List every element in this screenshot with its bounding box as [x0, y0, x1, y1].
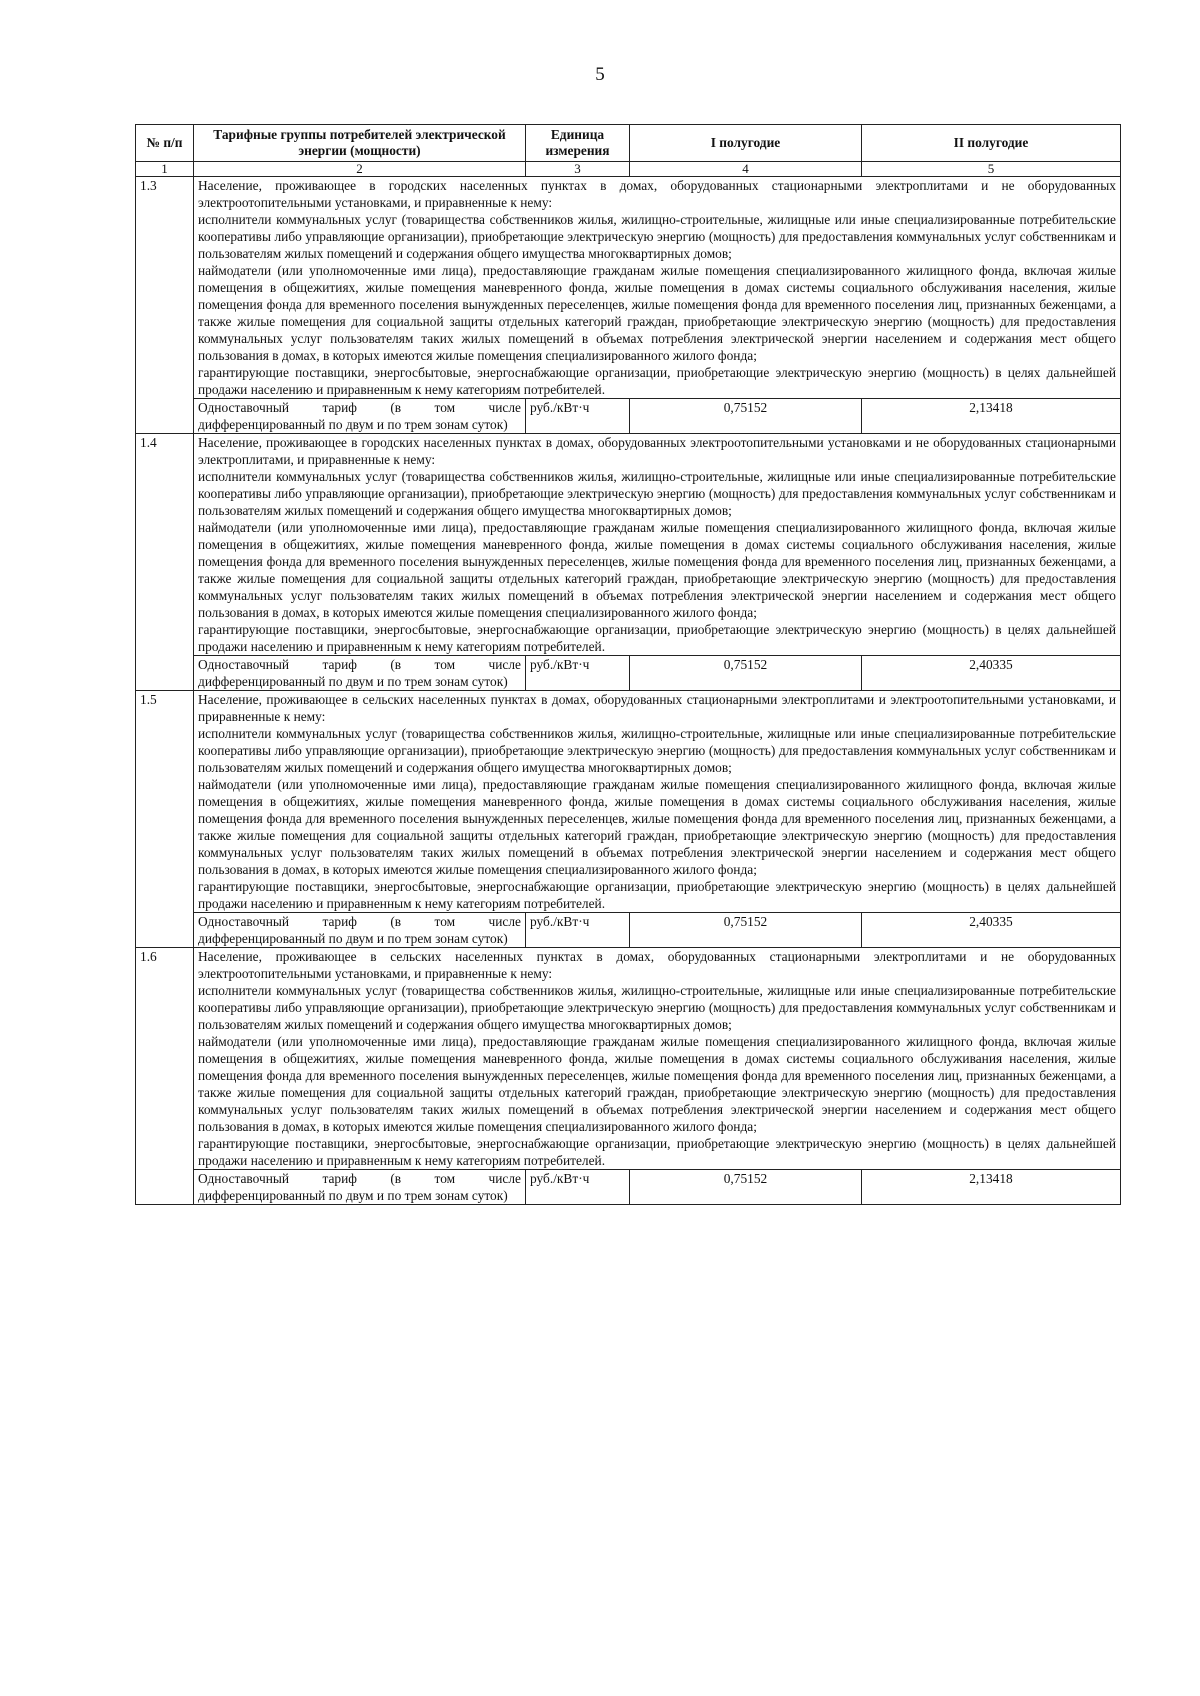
- group-lead: Население, проживающее в городских населенных пунктах в домах, оборудованных электроотопительными установками и не оборудованных стационарными электроплитами, и приравненные к нему:: [198, 435, 1116, 467]
- column-number: 2: [194, 162, 526, 177]
- tariff-row: [136, 1170, 1121, 1205]
- tariff-row: [136, 399, 1121, 434]
- tariff-unit: руб./кВт·ч: [526, 1170, 630, 1205]
- tariff-second-half: 2,40335: [862, 913, 1121, 948]
- tariff-name: Одноставочный тариф (в том числе дифференцированный по двум и по трем зонам суток): [194, 1170, 526, 1205]
- row-number: 1.5: [136, 691, 194, 948]
- tariff-name: Одноставочный тариф (в том числе дифференцированный по двум и по трем зонам суток): [194, 913, 526, 948]
- tariff-first-half: 0,75152: [630, 913, 862, 948]
- table-row: [136, 434, 1121, 656]
- header-group: Тарифные группы потребителей электрической энергии (мощности): [194, 125, 526, 162]
- table-row: [136, 948, 1121, 1170]
- tariff-second-half: 2,40335: [862, 656, 1121, 691]
- group-clause: наймодатели (или уполномоченные ими лица), предоставляющие гражданам жилые помещения специализированного жилищного фонда, включая жилые помещения в общежитиях, жилые помещения маневренного фонда, жилые помещения в домах системы социального обслуживания населения, жилые помещения фонда для временного поселения вынужденных переселенцев, жилые помещения фонда для временного поселения лиц, признанных беженцами, а также жилые помещения для социальной защиты отдельных категорий граждан, приобретающие электрическую энергию (мощность) для предоставления коммунальных услуг пользователям таких жилых помещений в объемах потребления электрической энергии населением и содержания мест общего пользования в домах, в которых имеются жилые помещения специализированного жилого фонда;: [198, 263, 1116, 363]
- group-clause: исполнители коммунальных услуг (товарищества собственников жилья, жилищно-строительные, жилищные или иные специализированные потребительские кооперативы либо управляющие организации), приобретающие электрическую энергию (мощность) для предоставления коммунальных услуг собственникам и пользователям жилых помещений и содержания общего имущества многоквартирных домов;: [198, 983, 1116, 1032]
- column-number: 4: [630, 162, 862, 177]
- column-numbers-row: [136, 162, 1121, 177]
- tariff-first-half: 0,75152: [630, 1170, 862, 1205]
- tariff-unit: руб./кВт·ч: [526, 656, 630, 691]
- group-lead: Население, проживающее в городских населенных пунктах в домах, оборудованных стационарными электроплитами и не оборудованных электроотопительными установками, и приравненные к нему:: [198, 178, 1116, 210]
- group-clause: гарантирующие поставщики, энергосбытовые, энергоснабжающие организации, приобретающие электрическую энергию (мощность) в целях дальнейшей продажи населению и приравненным к нему категориям потребителей.: [198, 622, 1116, 654]
- group-clause: исполнители коммунальных услуг (товарищества собственников жилья, жилищно-строительные, жилищные или иные специализированные потребительские кооперативы либо управляющие организации), приобретающие электрическую энергию (мощность) для предоставления коммунальных услуг собственникам и пользователям жилых помещений и содержания общего имущества многоквартирных домов;: [198, 726, 1116, 775]
- row-number: 1.4: [136, 434, 194, 691]
- column-number: 1: [136, 162, 194, 177]
- group-clause: гарантирующие поставщики, энергосбытовые, энергоснабжающие организации, приобретающие электрическую энергию (мощность) в целях дальнейшей продажи населению и приравненным к нему категориям потребителей.: [198, 365, 1116, 397]
- consumer-group-description: [194, 691, 1121, 913]
- consumer-group-description: [194, 177, 1121, 399]
- group-clause: исполнители коммунальных услуг (товарищества собственников жилья, жилищно-строительные, жилищные или иные специализированные потребительские кооперативы либо управляющие организации), приобретающие электрическую энергию (мощность) для предоставления коммунальных услуг собственникам и пользователям жилых помещений и содержания общего имущества многоквартирных домов;: [198, 212, 1116, 261]
- tariff-name: Одноставочный тариф (в том числе дифференцированный по двум и по трем зонам суток): [194, 399, 526, 434]
- tariff-second-half: 2,13418: [862, 1170, 1121, 1205]
- tariff-unit: руб./кВт·ч: [526, 399, 630, 434]
- row-number: 1.6: [136, 948, 194, 1205]
- consumer-group-description: [194, 434, 1121, 656]
- tariff-name: Одноставочный тариф (в том числе дифференцированный по двум и по трем зонам суток): [194, 656, 526, 691]
- tariff-row: [136, 913, 1121, 948]
- row-number: 1.3: [136, 177, 194, 434]
- column-number: 5: [862, 162, 1121, 177]
- table-row: [136, 691, 1121, 913]
- tariff-unit: руб./кВт·ч: [526, 913, 630, 948]
- tariff-first-half: 0,75152: [630, 399, 862, 434]
- header-num: № п/п: [136, 125, 194, 162]
- header-second-half: II полугодие: [862, 125, 1121, 162]
- table-row: [136, 177, 1121, 399]
- tariff-first-half: 0,75152: [630, 656, 862, 691]
- group-clause: исполнители коммунальных услуг (товарищества собственников жилья, жилищно-строительные, жилищные или иные специализированные потребительские кооперативы либо управляющие организации), приобретающие электрическую энергию (мощность) для предоставления коммунальных услуг собственникам и пользователям жилых помещений и содержания общего имущества многоквартирных домов;: [198, 469, 1116, 518]
- header-first-half: I полугодие: [630, 125, 862, 162]
- column-number: 3: [526, 162, 630, 177]
- tariff-table: [135, 124, 1121, 1205]
- group-clause: наймодатели (или уполномоченные ими лица), предоставляющие гражданам жилые помещения специализированного жилищного фонда, включая жилые помещения в общежитиях, жилые помещения маневренного фонда, жилые помещения в домах системы социального обслуживания населения, жилые помещения фонда для временного поселения вынужденных переселенцев, жилые помещения фонда для временного поселения лиц, признанных беженцами, а также жилые помещения для социальной защиты отдельных категорий граждан, приобретающие электрическую энергию (мощность) для предоставления коммунальных услуг пользователям таких жилых помещений в объемах потребления электрической энергии населением и содержания мест общего пользования в домах, в которых имеются жилые помещения специализированного жилого фонда;: [198, 520, 1116, 620]
- group-clause: гарантирующие поставщики, энергосбытовые, энергоснабжающие организации, приобретающие электрическую энергию (мощность) в целях дальнейшей продажи населению и приравненным к нему категориям потребителей.: [198, 1136, 1116, 1168]
- group-lead: Население, проживающее в сельских населенных пунктах в домах, оборудованных стационарными электроплитами и электроотопительными установками, и приравненные к нему:: [198, 692, 1116, 724]
- tariff-row: [136, 656, 1121, 691]
- group-clause: наймодатели (или уполномоченные ими лица), предоставляющие гражданам жилые помещения специализированного жилищного фонда, включая жилые помещения в общежитиях, жилые помещения маневренного фонда, жилые помещения в домах системы социального обслуживания населения, жилые помещения фонда для временного поселения вынужденных переселенцев, жилые помещения фонда для временного поселения лиц, признанных беженцами, а также жилые помещения для социальной защиты отдельных категорий граждан, приобретающие электрическую энергию (мощность) для предоставления коммунальных услуг пользователям таких жилых помещений в объемах потребления электрической энергии населением и содержания мест общего пользования в домах, в которых имеются жилые помещения специализированного жилого фонда;: [198, 1034, 1116, 1134]
- consumer-group-description: [194, 948, 1121, 1170]
- group-lead: Население, проживающее в сельских населенных пунктах в домах, оборудованных стационарными электроплитами и не оборудованных электроотопительными установками, и приравненные к нему:: [198, 949, 1116, 981]
- group-clause: наймодатели (или уполномоченные ими лица), предоставляющие гражданам жилые помещения специализированного жилищного фонда, включая жилые помещения в общежитиях, жилые помещения маневренного фонда, жилые помещения в домах системы социального обслуживания населения, жилые помещения фонда для временного поселения вынужденных переселенцев, жилые помещения фонда для временного поселения лиц, признанных беженцами, а также жилые помещения для социальной защиты отдельных категорий граждан, приобретающие электрическую энергию (мощность) для предоставления коммунальных услуг пользователям таких жилых помещений в объемах потребления электрической энергии населением и содержания мест общего пользования в домах, в которых имеются жилые помещения специализированного жилого фонда;: [198, 777, 1116, 877]
- table-header-row: [136, 125, 1121, 162]
- header-unit: Единица измерения: [526, 125, 630, 162]
- group-clause: гарантирующие поставщики, энергосбытовые, энергоснабжающие организации, приобретающие электрическую энергию (мощность) в целях дальнейшей продажи населению и приравненным к нему категориям потребителей.: [198, 879, 1116, 911]
- tariff-second-half: 2,13418: [862, 399, 1121, 434]
- page-number: 5: [595, 64, 605, 85]
